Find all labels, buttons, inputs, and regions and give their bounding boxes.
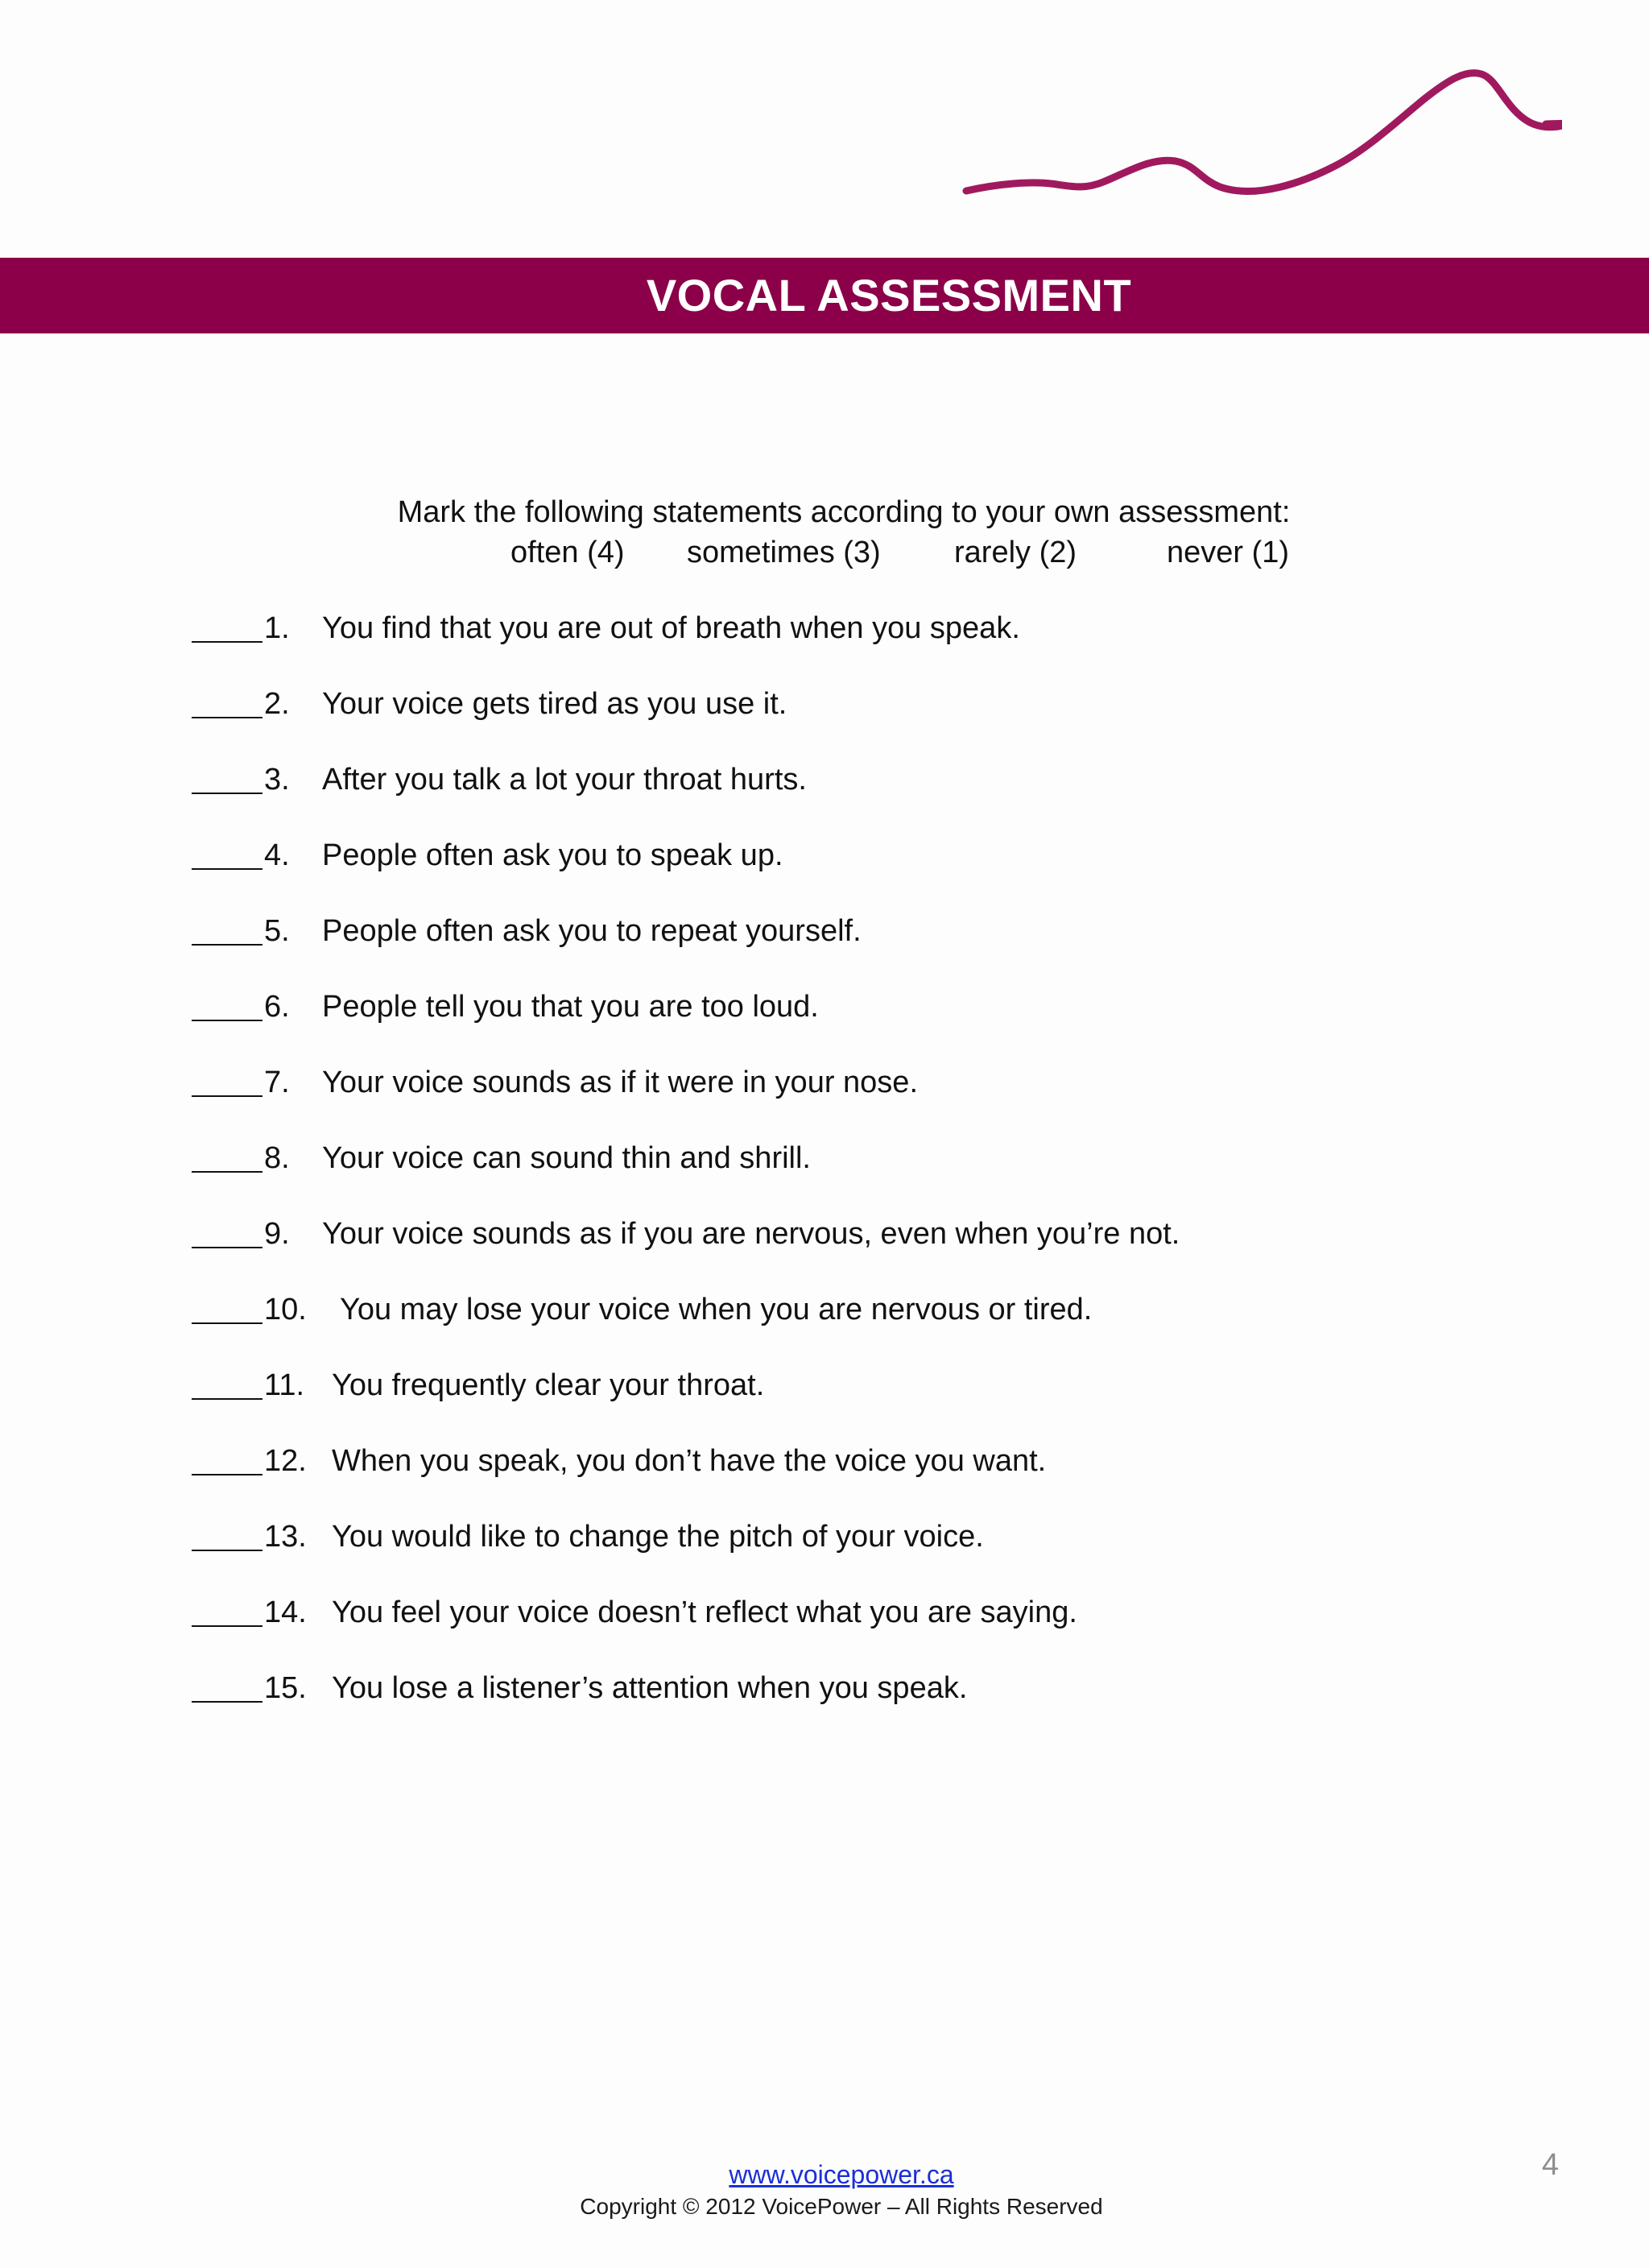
scale-rarely: rarely (2) [954, 536, 1077, 569]
answer-blank[interactable] [192, 683, 262, 718]
statement-number: 14. [264, 1595, 307, 1629]
answer-blank[interactable] [192, 1591, 262, 1627]
answer-blank[interactable] [192, 1213, 262, 1248]
scale-often: often (4) [510, 536, 625, 569]
statement-number: 7. [264, 1066, 290, 1099]
scale-sometimes: sometimes (3) [687, 536, 881, 569]
statement-number: 3. [264, 763, 290, 797]
statement-number: 5. [264, 914, 290, 948]
statement-text: Your voice gets tired as you use it. [322, 687, 787, 721]
statement-number: 1. [264, 611, 290, 645]
statement-text: You lose a listener’s attention when you speak. [332, 1671, 968, 1705]
statement-number: 11. [264, 1368, 305, 1402]
answer-blank[interactable] [192, 607, 262, 643]
answer-blank[interactable] [192, 1289, 262, 1324]
statement-number: 6. [264, 990, 290, 1024]
statement-text: You find that you are out of breath when you speak. [322, 611, 1020, 645]
statement-text: You feel your voice doesn’t reflect what you are saying. [332, 1595, 1077, 1629]
copyright-text: Copyright © 2012 VoicePower – All Rights Reserved [580, 2194, 1103, 2219]
scale-never: never (1) [1167, 536, 1290, 569]
statement-number: 15. [264, 1671, 307, 1705]
statement-number: 8. [264, 1141, 290, 1175]
page-title: VOCAL ASSESSMENT [646, 270, 1132, 321]
statement-text: Your voice sounds as if you are nervous, even when you’re not. [322, 1217, 1180, 1251]
statement-text: You frequently clear your throat. [332, 1368, 765, 1402]
statement-text: People tell you that you are too loud. [322, 990, 819, 1024]
statement-text: People often ask you to repeat yourself. [322, 914, 862, 948]
answer-blank[interactable] [192, 1364, 262, 1400]
wave-swoosh-icon [950, 40, 1562, 209]
answer-blank[interactable] [192, 834, 262, 870]
answer-blank[interactable] [192, 1516, 262, 1551]
answer-blank[interactable] [192, 1667, 262, 1703]
answer-blank[interactable] [192, 910, 262, 946]
title-banner [0, 258, 1649, 333]
statement-number: 9. [264, 1217, 290, 1251]
instructions-text: Mark the following statements according to your own assessment: [397, 495, 1291, 529]
statement-number: 4. [264, 838, 290, 872]
answer-blank[interactable] [192, 759, 262, 794]
answer-blank[interactable] [192, 1062, 262, 1097]
answer-blank[interactable] [192, 986, 262, 1021]
statement-number: 13. [264, 1520, 307, 1554]
statement-text: Your voice sounds as if it were in your nose. [322, 1066, 918, 1099]
statement-number: 10. [264, 1293, 307, 1326]
statement-text: You would like to change the pitch of your voice. [332, 1520, 984, 1554]
statement-text: Your voice can sound thin and shrill. [322, 1141, 811, 1175]
website-link[interactable]: www.voicepower.ca [729, 2160, 954, 2189]
statement-number: 2. [264, 687, 290, 721]
statement-text: When you speak, you don’t have the voice you want. [332, 1444, 1047, 1478]
statement-text: You may lose your voice when you are nervous or tired. [340, 1293, 1093, 1326]
statement-text: After you talk a lot your throat hurts. [322, 763, 807, 797]
statement-number: 12. [264, 1444, 307, 1478]
statement-text: People often ask you to speak up. [322, 838, 783, 872]
page-number: 4 [1541, 2148, 1559, 2182]
answer-blank[interactable] [192, 1440, 262, 1475]
answer-blank[interactable] [192, 1137, 262, 1173]
